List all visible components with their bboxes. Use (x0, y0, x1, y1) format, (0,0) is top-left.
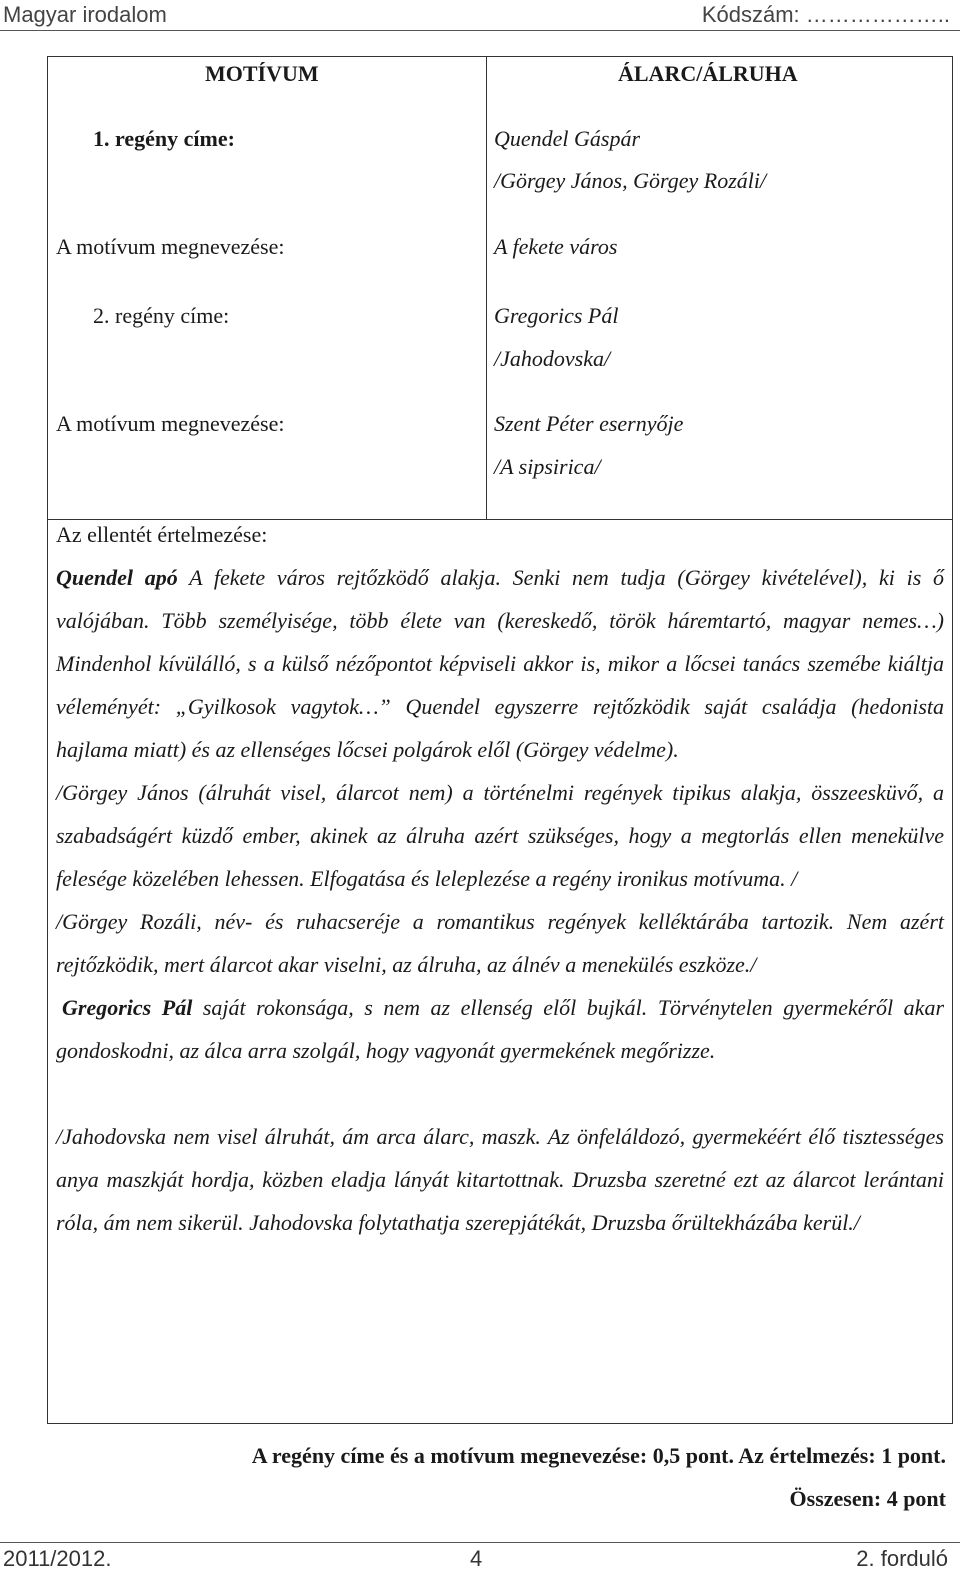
page-header (0, 0, 960, 31)
motif-name-label-1: A motívum megnevezése: (56, 234, 285, 259)
page-number: 4 (470, 1546, 483, 1571)
scoring-line-1: A regény címe és a motívum megnevezése: 0,5 pont. Az értelmezés: 1 pont. (251, 1443, 946, 1468)
novel2-title: Gregorics Pál (494, 303, 619, 328)
paragraph-gregorics (56, 986, 944, 1072)
motif-table (48, 57, 952, 519)
scoring-total: Összesen: 4 pont (789, 1486, 946, 1511)
interpretation-section (56, 513, 944, 1244)
motif-header-value: ÁLARC/ÁLRUHA (618, 61, 798, 86)
novel2-characters: /Jahodovska/ (494, 346, 611, 371)
novel1-characters: /Görgey János, Görgey Rozáli/ (494, 168, 767, 193)
answer-box (47, 56, 953, 1424)
school-year: 2011/2012. (3, 1546, 112, 1571)
novel2-label: 2. regény címe: (93, 303, 230, 328)
spacer (56, 1072, 944, 1115)
motif-name-value-1: A fekete város (494, 234, 618, 259)
motif-name-value-2-sub: /A sipsirica/ (494, 454, 601, 479)
gregorics-name: Gregorics Pál (62, 995, 193, 1020)
motif-header-label: MOTÍVUM (205, 61, 319, 86)
paragraph-jahodovska: /Jahodovska nem visel álruhát, ám arca álarc, maszk. Az önfeláldozó, gyermekéért élő tisztességes anya maszkját hordja, közben eladja lányát kitartottnak. Druzsba szeretné ezt az álarcot lerántani róla, ám nem sikerül. Jahodovska folytathatja szerepjátékát, Druzsba őrültekházába kerül./ (56, 1124, 944, 1235)
quendel-text: A fekete város rejtőzködő alakja. Senki nem tudja (Görgey kivételével), ki is ő valójában. Több személyisége, több élete van (kereskedő, török háremtartó, magyar nemes…) Mindenhol kívülálló, s a külső nézőpontot képviseli akkor is, mikor a lőcsei tanács szemébe kiáltja véleményét: „Gyilkosok vagytok…” Quendel egyszerre rejtőzködik saját családja (hedonista hajlama miatt) és az ellenséges lőcsei polgárok elől (Görgey védelme). (56, 565, 945, 762)
quendel-name: Quendel apó (56, 565, 178, 590)
round-label: 2. forduló (856, 1546, 948, 1571)
paragraph-gorgey-rozali: /Görgey Rozáli, név- és ruhacseréje a romantikus regények kelléktárába tartozik. Nem azért rejtőzködik, mert álarcot akar viselni, az álruha, az álnév a menekülés eszköze./ (56, 909, 944, 977)
motif-name-value-2: Szent Péter esernyője (494, 411, 684, 436)
paragraph-quendel (56, 556, 944, 771)
novel1-title: Quendel Gáspár (494, 126, 641, 151)
code-number-field: Kódszám: ……………….. (701, 2, 950, 27)
novel1-label: 1. regény címe: (93, 126, 235, 151)
motif-name-label-2: A motívum megnevezése: (56, 411, 285, 436)
paragraph-gorgey-janos: /Görgey János (álruhát visel, álarcot nem) a történelmi regények tipikus alakja, összeesküvő, a szabadságért küzdő ember, akinek az álruha azért szükséges, hogy a megtorlás ellen menekülve felesége közelében lehessen. Elfogatása és leleplezése a regény ironikus motívuma. / (56, 780, 944, 891)
gregorics-text: saját rokonsága, s nem az ellenség elől bujkál. Törvénytelen gyermekéről akar gondoskodni, az álca arra szolgál, hogy vagyonát gyermekének megőrizze. (56, 995, 945, 1063)
interpretation-heading: Az ellentét értelmezése: (56, 522, 268, 547)
subject-label: Magyar irodalom (3, 2, 167, 27)
page-footer (0, 1542, 960, 1573)
